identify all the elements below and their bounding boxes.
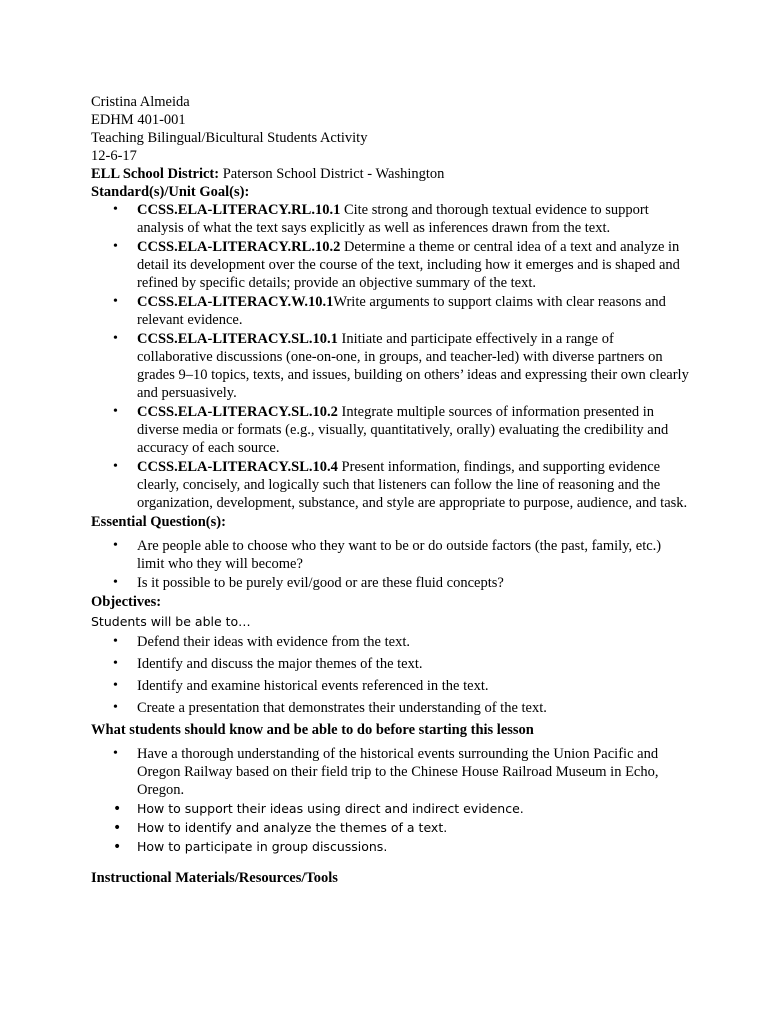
objective-item: • Identify and discuss the major themes of the text. (113, 656, 423, 672)
standards-heading: Standard(s)/Unit Goal(s): (91, 184, 250, 200)
objective-item: • Create a presentation that demonstrates their understanding of the text. (113, 700, 547, 716)
objectives-heading: Objectives: (91, 594, 162, 610)
standard-item: • CCSS.ELA-LITERACY.SL.10.4 Present information, findings, and supporting evidence clearly, concisely, and logically such that listeners can follow the line of reasoning and the organization, development, substance, and style are appropriate to purpose, audience, and task. (113, 459, 688, 511)
essential-list (91, 537, 691, 592)
objectives-list (91, 633, 691, 717)
prior-item: • Have a thorough understanding of the historical events surrounding the Union Pacific and Oregon Railway based on their field trip to the Chinese House Railroad Museum in Echo, Oregon. (113, 746, 659, 798)
prior-item: • How to identify and analyze the themes of a text. (113, 820, 448, 836)
standard-item: • CCSS.ELA-LITERACY.W.10.1Write arguments to support claims with clear reasons and relevant evidence. (113, 294, 666, 328)
objectives-intro: Students will be able to… (91, 614, 251, 629)
standard-item: • CCSS.ELA-LITERACY.RL.10.2 Determine a theme or central idea of a text and analyze in detail its development over the course of the text, including how it emerges and is shaped and refined by specific details; provide an objective summary of the text. (113, 239, 680, 291)
materials-heading: Instructional Materials/Resources/Tools (91, 870, 338, 886)
course-code: EDHM 401-001 (91, 112, 186, 128)
standards-list (91, 201, 691, 512)
date: 12-6-17 (91, 148, 137, 164)
district-value: Paterson School District - Washington (222, 166, 445, 182)
prior-item: • How to support their ideas using direct and indirect evidence. (113, 801, 524, 817)
district-label: ELL School District: (91, 166, 220, 182)
standard-item: • CCSS.ELA-LITERACY.SL.10.1 Initiate and participate effectively in a range of collaborative discussions (one-on-one, in groups, and teacher-led) with diverse partners on grades 9–10 topics, texts, and issues, building on others’ ideas and expressing their own clearly and persuasively. (113, 331, 689, 401)
objective-item: • Defend their ideas with evidence from the text. (113, 634, 410, 650)
objective-item: • Identify and examine historical events referenced in the text. (113, 678, 489, 694)
activity-title: Teaching Bilingual/Bicultural Students Activity (91, 130, 368, 146)
author-name: Cristina Almeida (91, 94, 190, 110)
prior-item: • How to participate in group discussions. (113, 839, 388, 855)
essential-item: • Is it possible to be purely evil/good or are these fluid concepts? (113, 575, 504, 591)
prior-heading: What students should know and be able to do before starting this lesson (91, 722, 534, 738)
document-page (91, 93, 691, 887)
standard-item: • CCSS.ELA-LITERACY.SL.10.2 Integrate multiple sources of information presented in diverse media or formats (e.g., visually, quantitatively, orally) evaluating the credibility and accuracy of each source. (113, 404, 669, 456)
essential-item: • Are people able to choose who they want to be or do outside factors (the past, family, etc.) limit who they will become? (113, 538, 662, 572)
prior-list (91, 745, 691, 856)
essential-heading: Essential Question(s): (91, 514, 226, 530)
district-line (91, 165, 691, 183)
standard-item: • CCSS.ELA-LITERACY.RL.10.1 Cite strong and thorough textual evidence to support analysis of what the text says explicitly as well as inferences drawn from the text. (113, 202, 649, 236)
